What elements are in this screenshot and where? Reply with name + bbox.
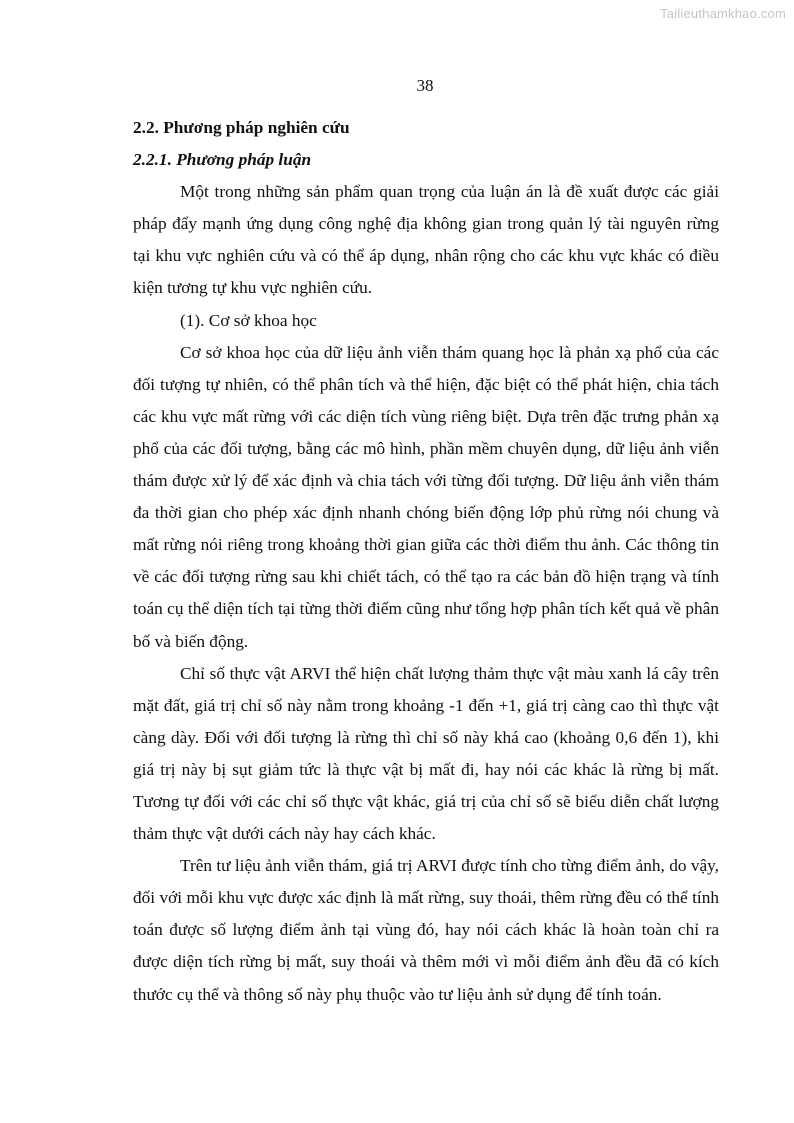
page-number: 38 [416, 76, 434, 95]
paragraph-arvi-pixels: Trên tư liệu ảnh viễn thám, giá trị ARVI được tính cho từng điểm ảnh, do vậy, đối với mỗi khu vực được xác định là mất rừng, suy thoái, thêm rừng đều có thể tính toán được số lượng điểm ảnh tại vùng đó, hay nói cách khác là hoàn toàn chỉ ra được diện tích rừng bị mất, suy thoái và thêm mới vì mỗi điểm ảnh đều đã có kích thước cụ thể và thông số này phụ thuộc vào tư liệu ảnh sử dụng để tính toán. [133, 856, 719, 1004]
subsection-heading: 2.2.1. Phương pháp luận [133, 150, 312, 170]
watermark: Tailieuthamkhao.com [660, 6, 786, 21]
paragraph-scientific-basis: Cơ sở khoa học của dữ liệu ảnh viễn thám quang học là phản xạ phổ của các đối tượng tự nhiên, có thể phân tích và thể hiện, đặc biệt có thể phát hiện, chia tách các khu vực mất rừng với các diện tích vùng riêng biệt. Dựa trên đặc trưng phản xạ phổ của các đối tượng, bằng các mô hình, phần mềm chuyên dụng, dữ liệu ảnh viễn thám được xử lý để xác định và chia tách với từng đối tượng. Dữ liệu ảnh viễn thám đa thời gian cho phép xác định nhanh chóng biến động lớp phủ rừng nói chung và mất rừng nói riêng trong khoảng thời gian giữa các thời điểm thu ảnh. Các thông tin về các đối tượng rừng sau khi chiết tách, có thể tạo ra các bản đồ hiện trạng và tính toán cụ thể diện tích tại từng thời điểm cũng như tổng hợp phân tích kết quả về phân bố và biến động. [133, 342, 719, 651]
paragraph-label-scientific-basis: (1). Cơ sở khoa học [180, 310, 317, 330]
paragraph-intro: Một trong những sản phẩm quan trọng của luận án là đề xuất được các giải pháp đẩy mạnh ứng dụng công nghệ địa không gian trong quản lý tài nguyên rừng tại khu vực nghiên cứu và có thể áp dụng, nhân rộng cho các khu vực khác có điều kiện tương tự khu vực nghiên cứu. [133, 182, 719, 298]
paragraph-arvi-index: Chỉ số thực vật ARVI thể hiện chất lượng thảm thực vật màu xanh lá cây trên mặt đất, giá trị chỉ số này nằm trong khoảng -1 đến +1, giá trị càng cao thì thực vật càng dày. Đối với đối tượng là rừng thì chỉ số này khá cao (khoảng 0,6 đến 1), khi giá trị này bị sụt giảm tức là thực vật bị mất đi, hay nói các khác là rừng bị mất. Tương tự đối với các chỉ số thực vật khác, giá trị của chỉ số sẽ biểu diễn chất lượng thảm thực vật dưới cách này hay cách khác. [133, 663, 719, 844]
section-heading: 2.2. Phương pháp nghiên cứu [133, 118, 350, 137]
document-body [133, 112, 719, 1011]
